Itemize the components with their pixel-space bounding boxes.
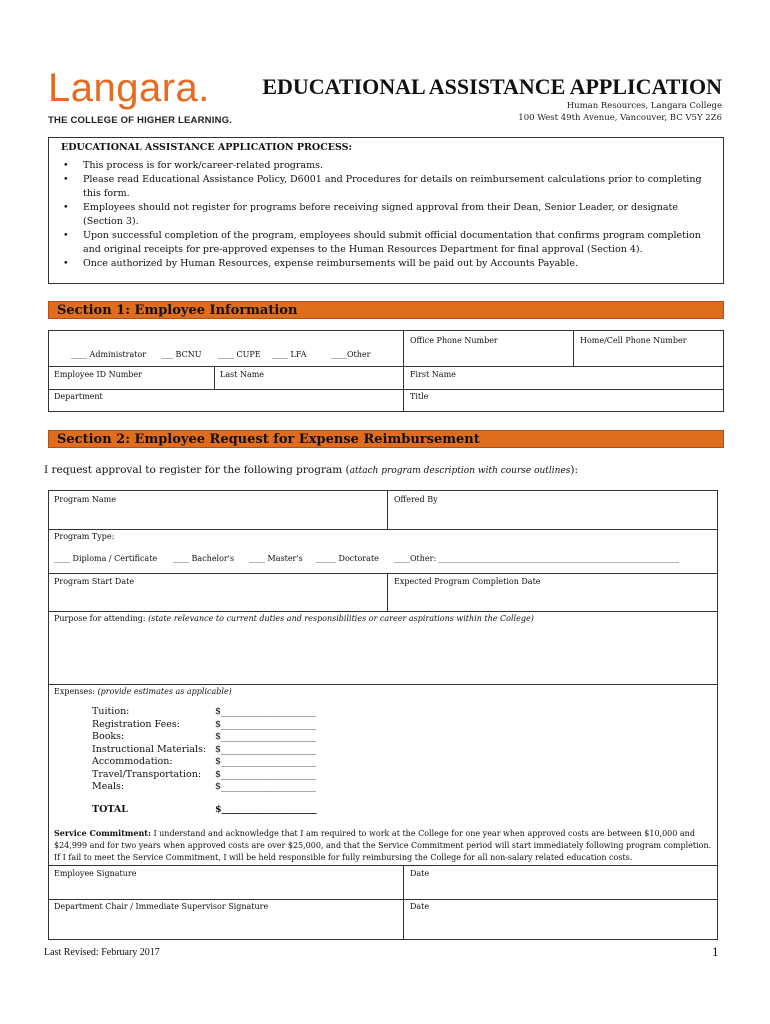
expense-books-label: Books: [92,731,125,742]
expense-meals-label: Meals: [92,781,125,792]
chair-date-field[interactable]: Date [410,902,430,911]
purpose-field[interactable]: Purpose for attending: (state relevance to current duties and responsibilities or career aspirations within the College) [54,614,534,623]
expense-travel-input[interactable]: $____________________ [215,768,317,780]
expense-meals-input[interactable]: $____________________ [215,781,317,792]
expenses-label: Expenses: (provide estimates as applicable) [54,687,232,696]
expense-materials-label: Instructional Materials: [92,743,207,755]
address-line-1: Human Resources, Langara College [566,101,722,111]
process-list [61,159,711,271]
last-revised: Last Revised: February 2017 [44,947,160,958]
section-2-title: Section 2: Employee Request for Expense Reimbursement [57,432,480,447]
last-name-field[interactable]: Last Name [220,370,265,379]
chair-signature-field[interactable]: Department Chair / Immediate Supervisor Signature [54,902,269,911]
group-other[interactable]: ____Other [331,350,371,359]
expense-accommodation-label: Accommodation: [92,756,173,767]
completion-date-field[interactable]: Expected Program Completion Date [394,577,541,586]
process-heading: EDUCATIONAL ASSISTANCE APPLICATION PROCESS: [61,142,353,153]
home-phone-field[interactable]: Home/Cell Phone Number [580,336,687,345]
address-line-2: 100 West 49th Avenue, Vancouver, BC V5Y 2Z6 [518,113,722,123]
total-label: TOTAL [92,804,128,815]
expense-values [215,706,316,794]
employee-id-field[interactable]: Employee ID Number [54,370,142,379]
employee-info-table [48,330,724,412]
expense-tuition-input[interactable]: $____________________ [215,706,317,717]
type-other[interactable]: ____Other: ____________________________________________________________ [394,554,679,563]
process-item: • Please read Educational Assistance Policy, D6001 and Procedures for details on reimbursement calculations prior to completing this form. [63,174,702,199]
type-diploma[interactable]: ____ Diploma / Certificate [54,554,158,563]
program-name-field[interactable]: Program Name [54,495,116,504]
start-date-field[interactable]: Program Start Date [54,577,135,586]
group-administrator[interactable]: ____ Administrator [71,350,147,359]
first-name-field[interactable]: First Name [410,370,456,379]
expense-travel-label: Travel/Transportation: [92,768,202,780]
type-bachelors[interactable]: ____ Bachelor's [173,554,235,563]
total-input[interactable]: $____________________ [215,804,317,815]
process-item: • This process is for work/career-related programs. [63,160,323,171]
department-field[interactable]: Department [54,392,103,401]
offered-by-field[interactable]: Offered By [394,495,438,504]
employee-date-field[interactable]: Date [410,869,430,878]
expense-registration-input[interactable]: $____________________ [215,718,317,730]
process-item: • Employees should not register for programs before receiving signed approval from their Dean, Senior Leader, or designate (Section 3). [63,202,678,227]
employee-signature-field[interactable]: Employee Signature [54,869,137,878]
page-number: 1 [712,944,719,959]
request-intro: I request approval to register for the following program (attach program description with course outlines): [44,464,579,476]
group-bcnu[interactable]: ___ BCNU [161,350,202,359]
service-commitment: Service Commitment: I understand and acknowledge that I am required to work at the College for one year when approved costs are between $10,000 and $24,999 and for two years when approved costs are over $25,000, and that the Service Commitment period will start immediately following program completion. If I fail to meet the Service Commitment, I will be held responsible for fully reimbursing the College for all non-salary related education costs. [54,828,712,862]
expense-books-input[interactable]: $____________________ [215,731,317,742]
office-phone-field[interactable]: Office Phone Number [410,336,498,345]
program-request-table [48,490,718,940]
expense-labels [92,706,206,794]
expense-registration-label: Registration Fees: [92,718,180,730]
process-item: • Upon successful completion of the program, employees should submit official documentation that confirms program completion and original receipts for pre-approved expenses to the Human Resources Department for final approval (Section 4). [63,230,701,255]
type-doctorate[interactable]: _____ Doctorate [316,554,379,563]
logo-name: Langara. [48,66,210,110]
process-box [48,137,724,284]
type-masters[interactable]: ____ Master's [249,554,303,563]
section-1-title: Section 1: Employee Information [57,303,298,318]
expense-tuition-label: Tuition: [92,706,130,717]
page-title: EDUCATIONAL ASSISTANCE APPLICATION [262,74,722,99]
group-lfa[interactable]: ____ LFA [272,350,307,359]
title-field[interactable]: Title [410,392,429,401]
section-1-header [48,301,724,319]
logo-tagline: THE COLLEGE OF HIGHER LEARNING. [48,115,233,126]
expense-materials-input[interactable]: $____________________ [215,743,317,755]
process-item: • Once authorized by Human Resources, expense reimbursements will be paid out by Accounts Payable. [63,258,579,269]
section-2-header [48,430,724,448]
expense-accommodation-input[interactable]: $____________________ [215,756,317,767]
group-cupe[interactable]: ____ CUPE [218,350,261,359]
program-type-label: Program Type: [54,532,115,541]
